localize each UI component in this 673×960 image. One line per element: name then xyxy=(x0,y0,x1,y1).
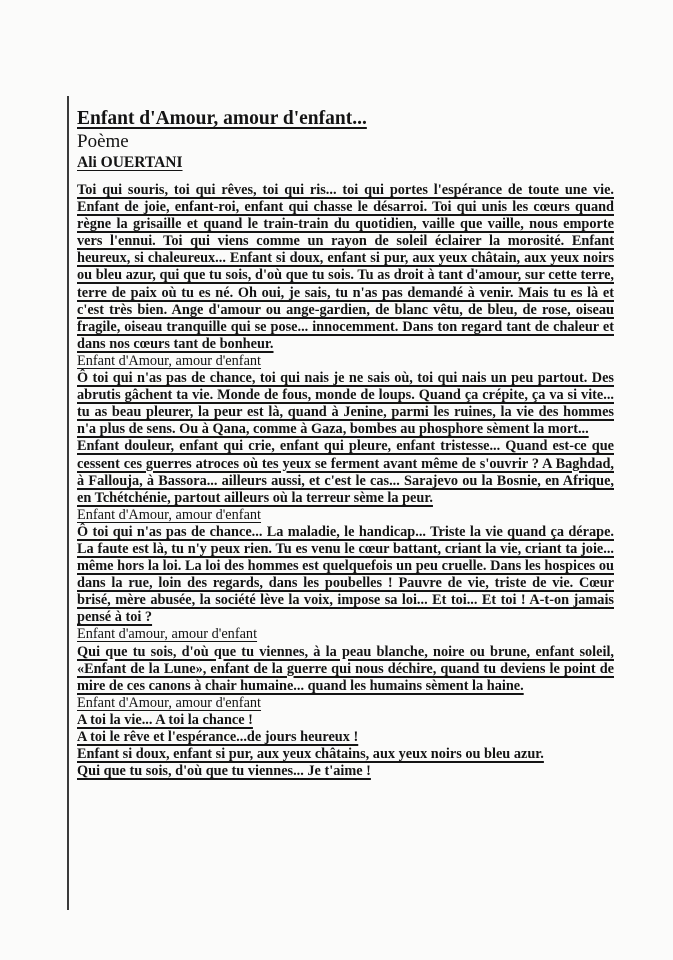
margin-rule xyxy=(67,96,69,910)
stanza-1: Toi qui souris, toi qui rêves, toi qui ris... toi qui portes l'espérance de toute une vie. Enfant de joie, enfant-roi, enfant qui chasse le désarroi. Toi qui unis les cœurs quand règne la grisaille et quand le train-train du quotidien, vaille que vaille, nous emporte vers l'ennui. Toi qui viens comme un rayon de soleil éclairer la morosité. Enfant heureux, si chaleureux... Enfant si doux, enfant si pur, aux yeux châtain, aux yeux noirs ou bleu azur, qui que tu sois, d'où que tu sois. Tu as droit à tant d'amour, sur cette terre, terre de paix où tu es né. Oh oui, je sais, tu n'as pas demandé à venir. Mais tu es là et c'est très bien. Ange d'amour ou ange-gardien, de blanc vêtu, de bleu, de rose, oiseau fragile, oiseau tranquille qui se pose... innocemment. Dans ton regard tant de chaleur et dans nos cœurs tant de bonheur. xyxy=(77,182,614,352)
refrain-4: Enfant d'Amour, amour d'enfant xyxy=(77,694,262,711)
stanza-5: Qui que tu sois, d'où que tu viennes, à la peau blanche, noire ou brune, enfant soleil, «Enfant de la Lune», enfant de la guerre qui nous déchire, quand tu deviens le point de mire de ces canons à chair humaine... quand les humains sèment la haine. xyxy=(77,643,614,694)
document-page xyxy=(77,107,614,780)
refrain-2: Enfant d'Amour, amour d'enfant xyxy=(77,506,262,523)
closing-line-1: A toi la vie... A toi la chance ! xyxy=(77,711,253,728)
poem-subtitle: Poème xyxy=(77,131,129,152)
closing-line-2: A toi le rêve et l'espérance...de jours heureux ! xyxy=(77,729,359,745)
refrain-3: Enfant d'amour, amour d'enfant xyxy=(77,626,258,643)
poem-body xyxy=(77,182,614,780)
poem-author: Ali OUERTANI xyxy=(77,154,183,171)
closing-line-4: Qui que tu sois, d'où que tu viennes... Je t'aime ! xyxy=(77,763,371,780)
stanza-4: Ô toi qui n'as pas de chance... La maladie, le handicap... Triste la vie quand ça dérape. La faute est là, tu n'y peux rien. Tu es venu le cœur battant, criant la vie, criant ta joie... même hors la loi. La loi des hommes est quelquefois un peu cruelle. Dans les hospices ou dans la rue, loin des regards, dans les poubelles ! Pauvre de vie, triste de vie. Cœur brisé, mère abusée, la société lève la voix, impose sa loi... Et toi... Et toi ! A-t-on jamais pensé à toi ? xyxy=(77,523,614,626)
closing-line-3: Enfant si doux, enfant si pur, aux yeux châtains, aux yeux noirs ou bleu azur. xyxy=(77,746,544,763)
stanza-2: Ô toi qui n'as pas de chance, toi qui nais je ne sais où, toi qui nais un peu partout. Des abrutis gâchent ta vie. Monde de fous, monde de loups. Quand ça crépite, ça va si vite... tu as beau pleurer, la peur est là, quand à Jenine, parmi les ruines, la vie des hommes n'a plus de sens. Ou à Qana, comme à Gaza, bombes au phosphore sèment la mort... xyxy=(77,370,614,438)
stanza-3: Enfant douleur, enfant qui crie, enfant qui pleure, enfant tristesse... Quand est-ce que cessent ces guerres atroces où tes yeux se ferment avant même de s'ouvrir ? A Baghdad, à Fallouja, à Bassora... ailleurs aussi, et c'est le cas... Sarajevo ou la Bosnie, en Afrique, en Tchétchénie, partout ailleurs où la terreur sème la peur. xyxy=(77,438,614,506)
poem-title: Enfant d'Amour, amour d'enfant... xyxy=(77,108,367,129)
refrain-1: Enfant d'Amour, amour d'enfant xyxy=(77,352,262,369)
